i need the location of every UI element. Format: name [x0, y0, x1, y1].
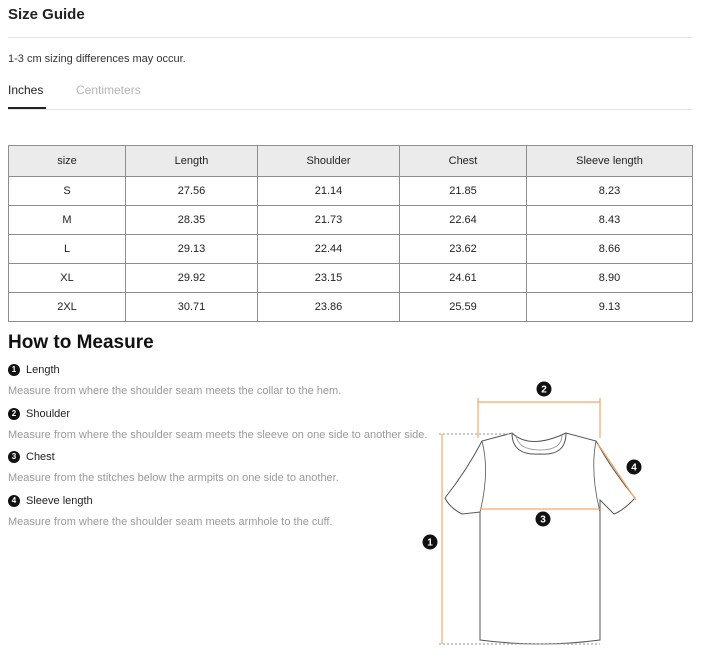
table-cell: S [9, 177, 126, 206]
marker-4 [627, 460, 642, 475]
sizing-note: 1-3 cm sizing differences may occur. [8, 53, 186, 65]
table-cell: L [9, 235, 126, 264]
table-cell: 22.44 [258, 235, 400, 264]
size-table [8, 145, 693, 322]
measure-label: Length [26, 364, 60, 376]
measure-description: Measure from the stitches below the armpits on one side to another. [8, 472, 339, 484]
tshirt-outline [445, 433, 635, 644]
table-row [9, 235, 693, 264]
number-3-badge: 3 [8, 451, 20, 463]
header-divider [8, 37, 692, 38]
column-header: Length [126, 146, 258, 177]
table-cell: 21.85 [400, 177, 527, 206]
table-row [9, 264, 693, 293]
table-cell: 21.14 [258, 177, 400, 206]
table-header-row [9, 146, 693, 177]
tshirt-armhole-left [480, 441, 486, 512]
table-cell: 29.13 [126, 235, 258, 264]
column-header: Shoulder [258, 146, 400, 177]
marker-1 [423, 535, 438, 550]
table-cell: 8.66 [527, 235, 693, 264]
measure-label: Shoulder [26, 408, 71, 420]
table-cell: 25.59 [400, 293, 527, 322]
measure-item-shoulder [8, 408, 427, 441]
column-header: Sleeve length [527, 146, 693, 177]
table-cell: M [9, 206, 126, 235]
column-header: size [9, 146, 126, 177]
page-title: Size Guide [8, 6, 85, 23]
table-cell: 30.71 [126, 293, 258, 322]
table-row [9, 177, 693, 206]
table-cell: 2XL [9, 293, 126, 322]
table-cell: 8.90 [527, 264, 693, 293]
measure-item-chest [8, 451, 339, 484]
marker-2 [537, 382, 552, 397]
table-cell: 21.73 [258, 206, 400, 235]
table-cell: XL [9, 264, 126, 293]
marker-label: 3 [540, 514, 546, 526]
measure-description: Measure from where the shoulder seam meets the collar to the hem. [8, 385, 342, 397]
table-cell: 23.15 [258, 264, 400, 293]
table-cell: 29.92 [126, 264, 258, 293]
measure-label: Chest [26, 451, 55, 463]
measure-label: Sleeve length [26, 495, 93, 507]
measure-description: Measure from where the shoulder seam meets the sleeve on one side to another side. [8, 429, 428, 441]
marker-label: 2 [541, 384, 547, 396]
tabs-divider [8, 109, 692, 110]
column-header: Chest [400, 146, 527, 177]
number-4-badge: 4 [8, 495, 20, 507]
number-1-badge: 1 [8, 364, 20, 376]
number-2-badge: 2 [8, 408, 20, 420]
how-to-measure-title: How to Measure [8, 332, 154, 353]
table-cell: 23.86 [258, 293, 400, 322]
tab-inches[interactable]: Inches [8, 83, 44, 97]
measure-item-sleeve-length [8, 495, 332, 528]
tshirt-measure-diagram [412, 372, 652, 652]
measure-description: Measure from where the shoulder seam meets armhole to the cuff. [8, 516, 333, 528]
table-row [9, 293, 693, 322]
table-cell: 8.43 [527, 206, 693, 235]
table-cell: 8.23 [527, 177, 693, 206]
table-cell: 9.13 [527, 293, 693, 322]
tab-centimeters[interactable]: Centimeters [76, 83, 141, 97]
table-cell: 27.56 [126, 177, 258, 206]
table-row [9, 206, 693, 235]
table-cell: 22.64 [400, 206, 527, 235]
marker-3 [536, 512, 551, 527]
table-cell: 24.61 [400, 264, 527, 293]
marker-label: 1 [427, 537, 433, 549]
table-cell: 28.35 [126, 206, 258, 235]
tshirt-armhole-right [594, 441, 600, 512]
marker-label: 4 [631, 462, 637, 474]
table-cell: 23.62 [400, 235, 527, 264]
measure-item-length [8, 364, 341, 397]
